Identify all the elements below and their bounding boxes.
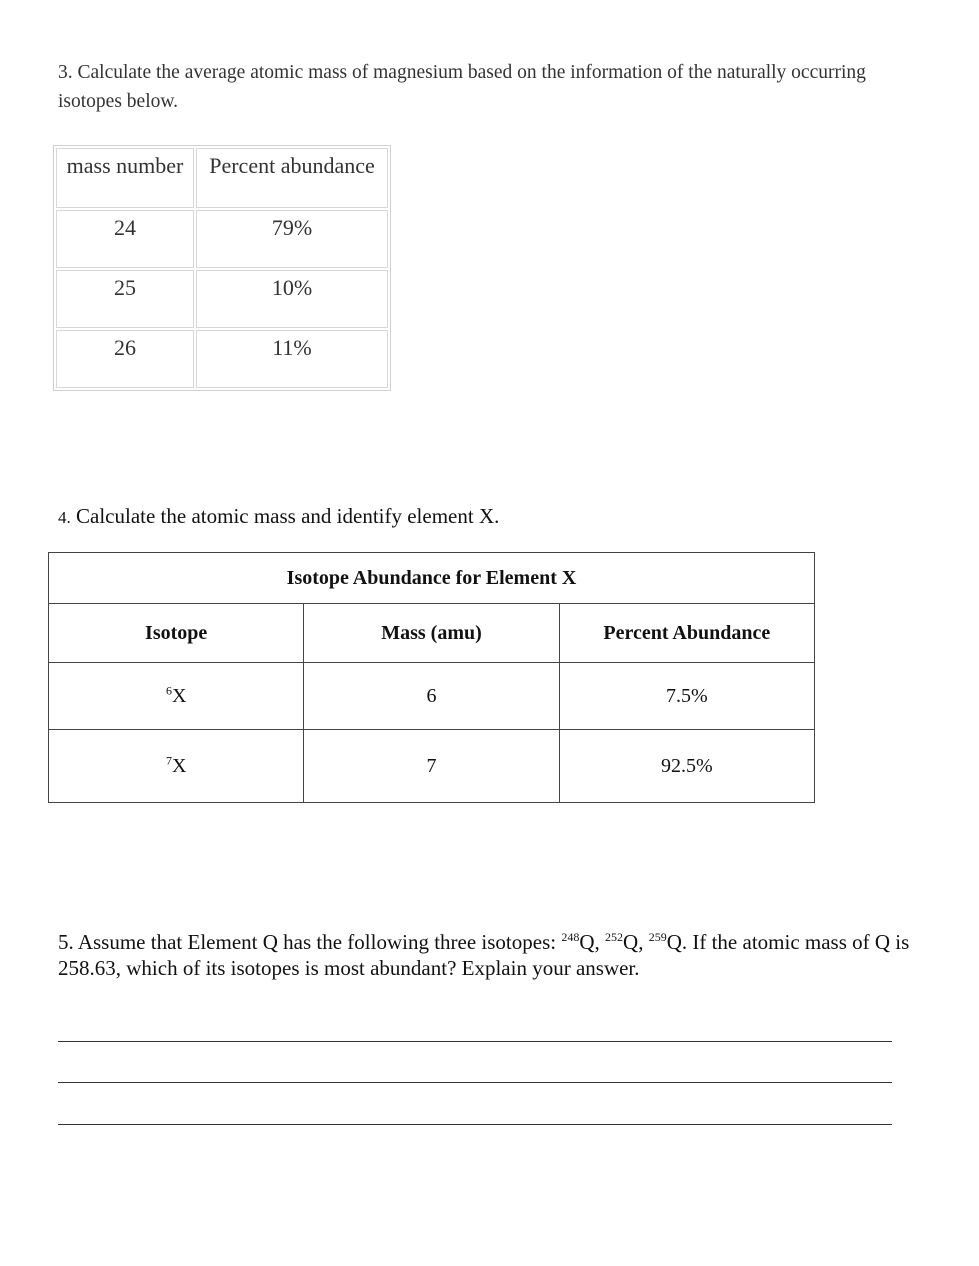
isotope-cell xyxy=(49,663,304,730)
isotope-symbol: X xyxy=(171,684,187,707)
mass-cell: 7 xyxy=(304,730,559,803)
mass-number-cell: 25 xyxy=(56,270,194,328)
header-percent-abundance: Percent Abundance xyxy=(559,604,814,663)
question-4-prompt: Calculate the atomic mass and identify element X. xyxy=(76,504,500,528)
table-row xyxy=(56,210,388,268)
table-row xyxy=(49,663,815,730)
abundance-cell: 10% xyxy=(196,270,388,328)
table-row xyxy=(56,270,388,328)
table-row xyxy=(49,730,815,803)
isotope-symbol: Q xyxy=(579,930,595,954)
question-3-text: 3. Calculate the average atomic mass of magnesium based on the information of the naturally occurring isotopes below. xyxy=(58,62,866,112)
mass-number-cell: 24 xyxy=(56,210,194,268)
magnesium-isotope-table xyxy=(53,145,391,391)
question-5-text xyxy=(58,929,933,981)
isotope-mass-number: 7 xyxy=(165,752,172,767)
mass-cell: 6 xyxy=(304,663,559,730)
table-row xyxy=(56,330,388,388)
isotope-mass-number: 259 xyxy=(648,930,667,944)
isotope-symbol: X xyxy=(171,754,187,777)
header-percent-abundance: Percent abundance xyxy=(196,148,388,208)
answer-line[interactable] xyxy=(58,1082,892,1083)
isotope-mass-number: 248 xyxy=(561,930,580,944)
isotope-symbol: Q xyxy=(666,930,682,954)
separator: . xyxy=(681,930,693,954)
question-4-text xyxy=(58,502,499,532)
abundance-cell: 11% xyxy=(196,330,388,388)
mass-number-cell: 26 xyxy=(56,330,194,388)
table-header-row xyxy=(56,148,388,208)
abundance-cell: 7.5% xyxy=(559,663,814,730)
abundance-cell: 92.5% xyxy=(559,730,814,803)
answer-line[interactable] xyxy=(58,1124,892,1125)
table-title-row xyxy=(49,553,815,604)
separator: , xyxy=(638,930,649,954)
table-header-row xyxy=(49,604,815,663)
header-isotope: Isotope xyxy=(49,604,304,663)
element-x-isotope-table xyxy=(48,552,815,803)
isotope-cell xyxy=(49,730,304,803)
table-title: Isotope Abundance for Element X xyxy=(49,553,815,604)
separator: , xyxy=(594,930,606,954)
header-mass-amu: Mass (amu) xyxy=(304,604,559,663)
abundance-cell: 79% xyxy=(196,210,388,268)
isotope-mass-number: 6 xyxy=(165,682,172,697)
isotope-mass-number: 252 xyxy=(605,930,624,944)
question-4-number: 4. xyxy=(58,508,71,527)
answer-line[interactable] xyxy=(58,1041,892,1042)
question-5-tail: If the atomic mass of Q is 258.63, which of its isotopes is most abundant? Explain your answer. xyxy=(58,930,910,980)
question-5-lead: 5. Assume that Element Q has the following three isotopes: xyxy=(58,930,562,954)
header-mass-number: mass number xyxy=(56,148,194,208)
isotope-symbol: Q xyxy=(623,930,639,954)
